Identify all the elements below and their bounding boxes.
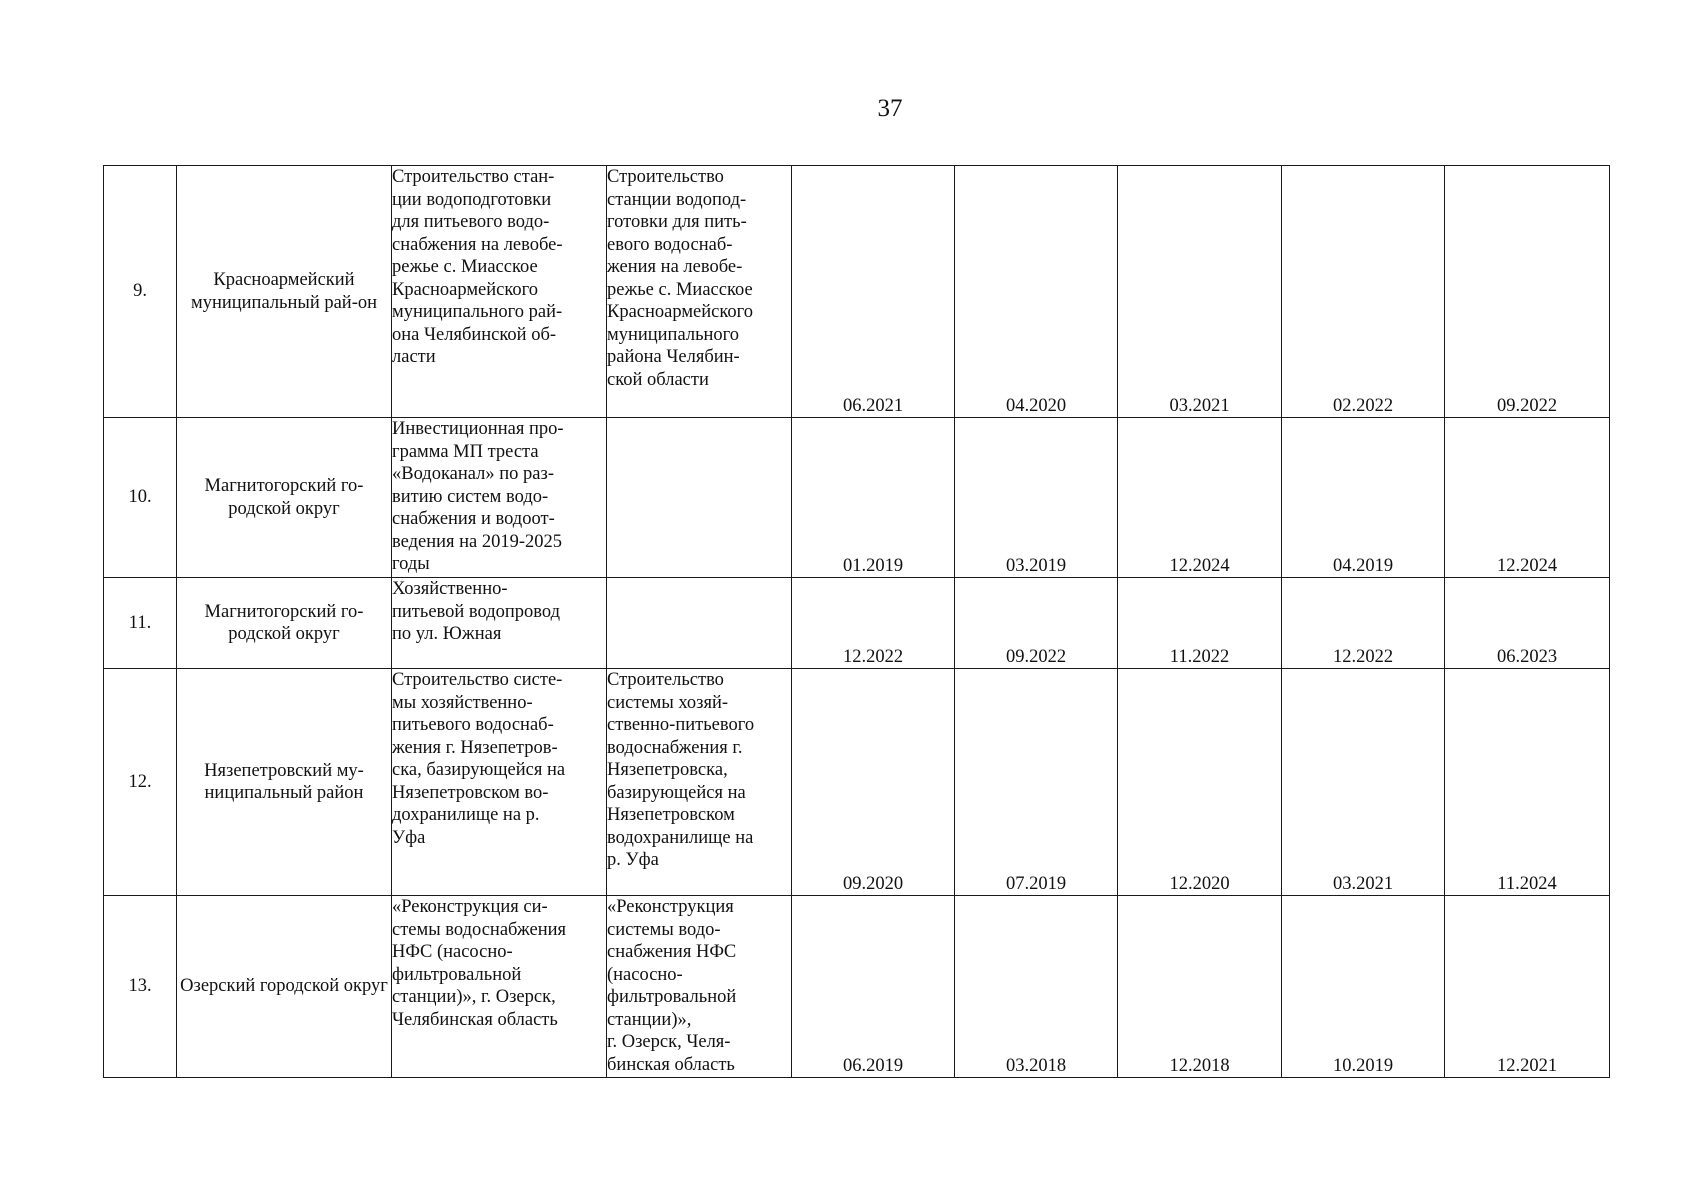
row-number: 13. [104,896,177,1078]
date-cell: 07.2019 [955,669,1118,896]
date-cell: 12.2021 [1445,896,1610,1078]
date-cell: 11.2024 [1445,669,1610,896]
municipality-cell: Озерский городской округ [177,896,392,1078]
object-name-cell: Инвестиционная про- грамма МП треста «Водоканал» по раз- витию систем водо- снабжения и водоот- ведения на 2019-2025 годы [392,418,607,578]
project-name-cell [607,418,792,578]
row-number: 12. [104,669,177,896]
table-row [104,896,1610,1078]
row-number: 9. [104,166,177,418]
object-name-cell: Строительство систе- мы хозяйственно- питьевого водоснаб- жения г. Нязепетров- ска, базирующейся на Нязепетровском во- дохранилище на р. Уфа [392,669,607,896]
date-cell: 12.2018 [1118,896,1282,1078]
project-name-cell: Строительство станции водопод- готовки для пить- евого водоснаб- жения на левобе- режье с. Миасское Красноармейского муниципального района Челябин- ской области [607,166,792,418]
table-row [104,166,1610,418]
project-name-cell [607,578,792,669]
date-cell: 12.2020 [1118,669,1282,896]
date-cell: 03.2018 [955,896,1118,1078]
municipality-cell: Нязепетровский му-ниципальный район [177,669,392,896]
date-cell: 12.2022 [792,578,955,669]
date-cell: 11.2022 [1118,578,1282,669]
date-cell: 12.2024 [1445,418,1610,578]
schedule-table [103,165,1610,1078]
date-cell: 10.2019 [1282,896,1445,1078]
date-cell: 03.2021 [1282,669,1445,896]
date-cell: 06.2023 [1445,578,1610,669]
row-number: 10. [104,418,177,578]
project-name-cell: «Реконструкция системы водо- снабжения НФС (насосно- фильтровальной станции)», г. Озерск, Челя- бинская область [607,896,792,1078]
table-row [104,669,1610,896]
date-cell: 06.2021 [792,166,955,418]
date-cell: 04.2019 [1282,418,1445,578]
date-cell: 02.2022 [1282,166,1445,418]
municipality-cell: Магнитогорский го-родской округ [177,418,392,578]
date-cell: 03.2021 [1118,166,1282,418]
date-cell: 12.2022 [1282,578,1445,669]
table-row [104,578,1610,669]
row-number: 11. [104,578,177,669]
date-cell: 09.2022 [955,578,1118,669]
date-cell: 09.2020 [792,669,955,896]
object-name-cell: «Реконструкция си- стемы водоснабжения НФС (насосно- фильтровальной станции)», г. Озерск, Челябинская область [392,896,607,1078]
date-cell: 01.2019 [792,418,955,578]
date-cell: 12.2024 [1118,418,1282,578]
object-name-cell: Хозяйственно- питьевой водопровод по ул. Южная [392,578,607,669]
date-cell: 09.2022 [1445,166,1610,418]
object-name-cell: Строительство стан- ции водоподготовки для питьевого водо- снабжения на левобе- режье с. Миасское Красноармейского муниципального рай- она Челябинской об- ласти [392,166,607,418]
date-cell: 03.2019 [955,418,1118,578]
project-name-cell: Строительство системы хозяй- ственно-питьевого водоснабжения г. Нязепетровска, базирующейся на Нязепетровском водохранилище на р. Уфа [607,669,792,896]
date-cell: 04.2020 [955,166,1118,418]
date-cell: 06.2019 [792,896,955,1078]
page-number: 37 [877,95,903,122]
municipality-cell: Красноармейский муниципальный рай-он [177,166,392,418]
table-row [104,418,1610,578]
municipality-cell: Магнитогорский го-родской округ [177,578,392,669]
